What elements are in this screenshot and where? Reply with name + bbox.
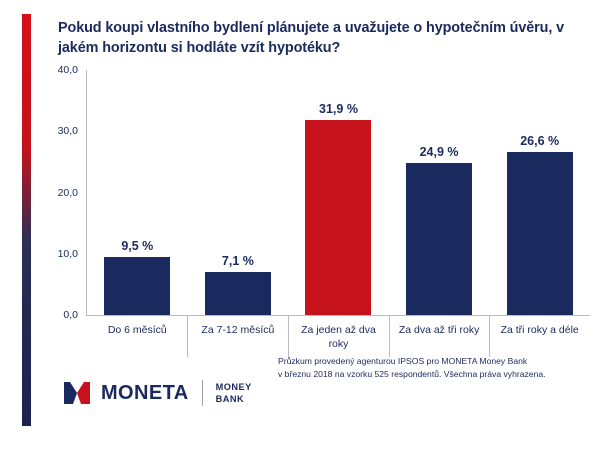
moneta-logo [62,378,252,408]
category-label: Za tři roky a déle [500,324,579,336]
bar-group [489,70,590,315]
category-label: Za 7-12 měsíců [201,324,275,336]
category-label: Za jeden až dva roky [301,324,376,351]
logo-subtext-line-2: BANK [215,394,245,404]
bar-value-label: 31,9 % [319,101,358,116]
x-axis-category-labels [87,319,590,351]
footnote-line-2: v březnu 2018 na vzorku 525 respondentů. Všechna práva vyhrazena. [278,368,546,379]
logo-divider [202,380,203,406]
logo-subtext [216,381,252,406]
bar-value-label: 24,9 % [419,144,459,159]
bar-rect[interactable] [104,257,170,315]
bar-value-label: 26,6 % [520,134,560,149]
bar-rect[interactable] [406,163,472,316]
category-label: Do 6 měsíců [107,324,167,336]
bar-rect[interactable] [205,272,271,315]
footnote-line-1: Průzkum provedený agenturou IPSOS pro MONETA Money Bank [278,356,528,366]
page-title: Pokud koupi vlastního bydlení plánujete a uvažujete o hypotečním úvěru, v jakém horizontu si hodláte vzít hypotéku? [58,20,565,57]
bar-rect[interactable] [507,152,573,315]
y-axis [30,64,84,321]
y-tick-label: 20,0 [57,186,78,199]
bar-group [288,70,389,315]
bar-series [87,70,590,315]
bar-rect-highlighted[interactable] [305,120,371,315]
bar-value-label: 9,5 % [121,238,154,253]
category-label: Za dva až tři roky [398,324,480,336]
x-axis-line [86,315,590,316]
y-tick-label: 30,0 [57,125,78,138]
logo-wordmark: MONETA [101,381,189,404]
y-tick-label: 10,0 [57,247,78,260]
footnote [278,355,588,381]
chart-plot-area [30,64,590,360]
y-tick-label: 40,0 [57,64,78,76]
y-tick-label: 0,0 [63,309,78,321]
bar-group [87,70,188,315]
moneta-logo-icon [62,378,92,408]
bar-value-label: 7,1 % [221,253,254,268]
bar-group [389,70,490,315]
logo-subtext-line-1: MONEY [215,381,252,392]
bar-group [188,70,289,315]
